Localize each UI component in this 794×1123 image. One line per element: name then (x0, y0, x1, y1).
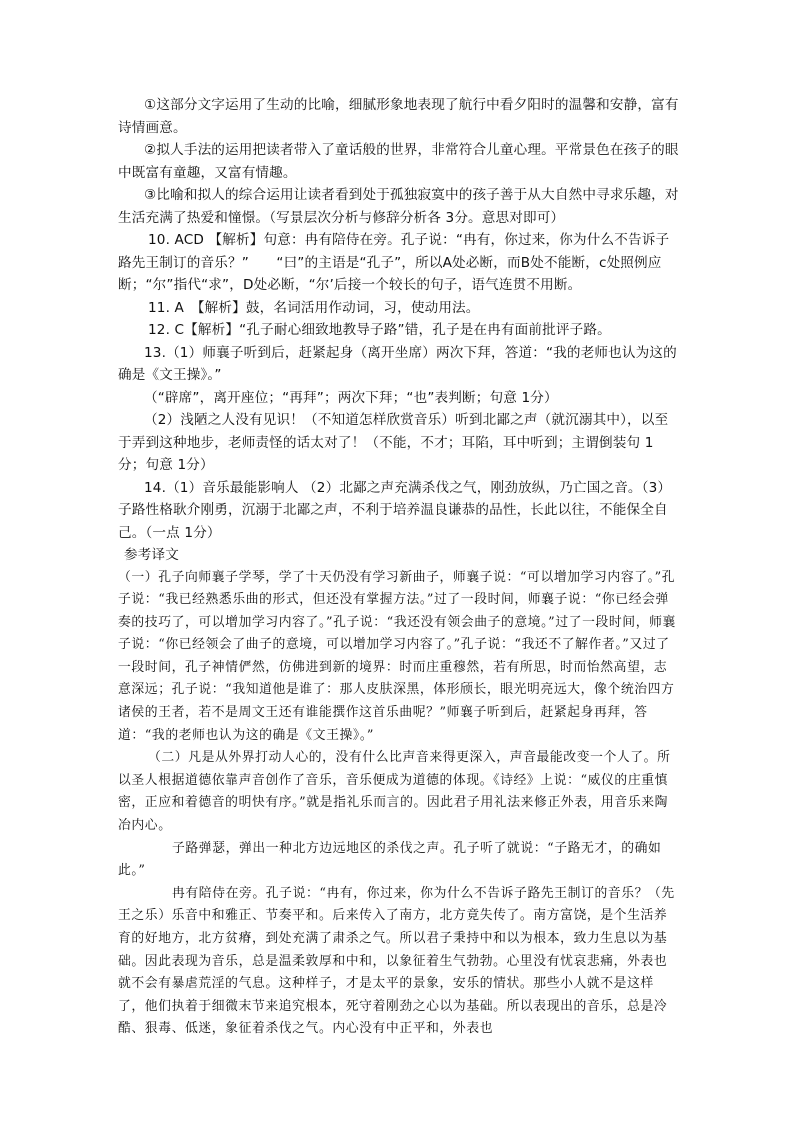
translation-part-2: （二）凡是从外界打动人心的，没有什么比声音来得更深入，声音最能改变一个人了。所以圣人根据道德依靠声音创作了音乐，音乐便成为道德的体现。《诗经》上说：“威仪的庄重慎密，正应和着德音的明快有序。”就是指礼乐而言的。因此君子用礼法来修正外表，用音乐来陶冶内心。 (118, 750, 671, 834)
answer-q12: 12. C【解析】“孔子耐心细致地教导子路”错，孔子是在冉有面前批评子路。 (148, 322, 611, 338)
answer-q13-part1: 13.（1）师襄子听到后，赶紧起身（离开坐席）两次下拜，答道：“我的老师也认为这的确是《文王操》。” (118, 344, 677, 383)
translation-part-3: 子路弹瑟，弹出一种北方边远地区的杀伐之声。孔子听了就说：“子路无才，的确如此。” (118, 840, 662, 879)
analysis-paragraph-3: ③比喻和拟人的综合运用让读者看到处于孤独寂寞中的孩子善于从大自然中寻求乐趣，对生活充满了热爱和憧憬。（写景层次分析与修辞分析各 3分。意思对即可） (118, 187, 679, 226)
answer-q13-scoring-note: （“辟席”，离开座位；“再拜”；两次下拜；“也”表判断；句意 1分） (144, 389, 558, 406)
translation-part-1: （一）孔子向师襄子学琴，学了十天仍没有学习新曲子，师襄子说：“可以增加学习内容了。”孔子说：“我已经熟悉乐曲的形式，但还没有掌握方法。”过了一段时间，师襄子说：“你已经会弹奏的技巧了，可以增加学习内容了。”孔子说：“我还没有领会曲子的意境。”过了一段时间，师襄子说：“你已经领会了曲子的意境，可以增加学习内容了。”孔子说：“我还不了解作者。”又过了一段时间，孔子神情俨然，仿佛进到新的境界：时而庄重穆然，若有所思，时而怡然高望，志意深远；孔子说：“我知道他是谁了：那人皮肤深黑，体形颀长，眼光明亮远大，像个统治四方诸侯的王者，若不是周文王还有谁能撰作这首乐曲呢？”师襄子听到后，赶紧起身再拜，答道：“我的老师也认为这的确是《文王操》。” (118, 569, 676, 743)
answer-q11: 11. A 【解析】鼓，名词活用作动词，习，使动用法。 (148, 299, 480, 316)
answer-page (118, 94, 680, 1041)
translation-part-4: 冉有陪侍在旁。孔子说：“冉有，你过来，你为什么不告诉子路先王制订的音乐？（先王之乐）乐音中和雅正、节奏平和。后来传入了南方，北方竟失传了。南方富饶，是个生活养育的好地方，北方贫瘠，到处充满了肃杀之气。所以君子秉持中和以为根本，致力生息以为基础。因此表现为音乐，总是温柔敦厚和中和，以象征着生气勃勃。心里没有忧哀悲痛，外表也就不会有暴虐荒淫的气息。这种样子，才是太平的景象，安乐的情状。那些小人就不是这样了，他们执着于细微末节来追究根本，死守着刚劲之心以为基础。所以表现出的音乐，总是冷酷、狠毒、低迷，象征着杀伐之气。内心没有中正平和，外表也 (118, 885, 675, 1037)
answer-q10: 10. ACD 【解析】句意：冉有陪侍在旁。孔子说：“冉有，你过来，你为什么不告诉子路先王制订的音乐？” “曰”的主语是“孔子”，所以A处必断，而B处不能断，c处照例应断；“尔”指代“求”，D处必断，“尔’后接一个较长的句子，语气连贯不用断。 (118, 232, 670, 293)
analysis-paragraph-2: ②拟人手法的运用把读者带入了童话般的世界，非常符合儿童心理。平常景色在孩子的眼中既富有童趣，又富有情趣。 (118, 142, 679, 181)
translation-section (118, 544, 680, 1041)
translation-heading: 参考译文 (124, 547, 179, 563)
answer-section (118, 94, 680, 544)
answer-q14: 14.（1）音乐最能影响人 （2）北鄙之声充满杀伐之气，刚劲放纵，乃亡国之音。（3）子路性格耿介刚勇，沉溺于北鄙之声，不利于培养温良谦恭的品性，长此以往，不能保全自己。（一点 1分） (118, 479, 672, 541)
analysis-paragraph-1: ①这部分文字运用了生动的比喻，细腻形象地表现了航行中看夕阳时的温馨和安静，富有诗情画意。 (118, 97, 679, 136)
answer-q13-part2: （2）浅陋之人没有见识！（不知道怎样欣赏音乐）听到北鄙之声（就沉溺其中），以至于弄到这种地步，老师责怪的话太对了！（不能，不才；耳陷，耳中听到；主谓倒装句 1分；句意 1分） (118, 412, 669, 473)
